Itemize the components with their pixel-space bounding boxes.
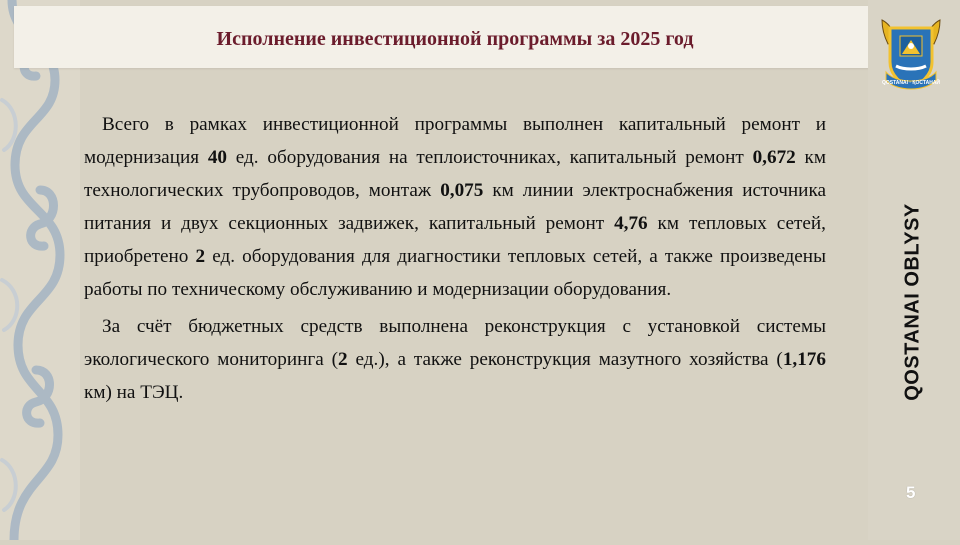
title-bar [14, 6, 876, 68]
region-label: QOSTANAI OBLYSY [901, 203, 924, 401]
paragraph-1 [84, 108, 826, 306]
text-span: км) на ТЭЦ. [84, 382, 184, 403]
text-span: км линии электроснабжения источника питания и двух секционных задвижек, капитальный ремонт [84, 180, 826, 234]
bold-value: 40 [207, 147, 228, 168]
page-title: Исполнение инвестиционной программы за 2025 год [216, 28, 694, 50]
text-span: ед.), а также реконструкция мазутного хозяйства ( [347, 349, 783, 370]
text-span: ед. оборудования на теплоисточниках, капитальный ремонт [227, 147, 753, 168]
main-content [84, 108, 826, 413]
left-ornament-decoration [0, 0, 80, 540]
text-span: км технологических трубопроводов, монтаж [84, 147, 826, 201]
bold-value: 1,176 [782, 349, 826, 370]
bold-value: 0,075 [440, 180, 484, 201]
bold-value: 0,672 [752, 147, 796, 168]
paragraph-2 [84, 310, 826, 409]
text-span: За счёт бюджетных средств выполнена реконструкция с установкой системы экологического мониторинга ( [84, 316, 826, 370]
text-span: Всего в рамках инвестиционной программы выполнен капитальный ремонт и модернизация [84, 114, 826, 168]
bold-value: 4,76 [614, 213, 648, 234]
region-emblem-icon [876, 10, 946, 96]
text-span: км тепловых сетей, приобретено [84, 213, 826, 267]
emblem-ribbon-text: QOSTANAI · ҚОСТАНАЙ [881, 80, 941, 86]
bold-value: 2 [195, 246, 206, 267]
page-number: 5 [906, 483, 916, 502]
bold-value: 2 [338, 349, 348, 370]
text-span: ед. оборудования для диагностики тепловых сетей, а также произведены работы по техническому обслуживанию и модернизации оборудования. [84, 246, 826, 300]
